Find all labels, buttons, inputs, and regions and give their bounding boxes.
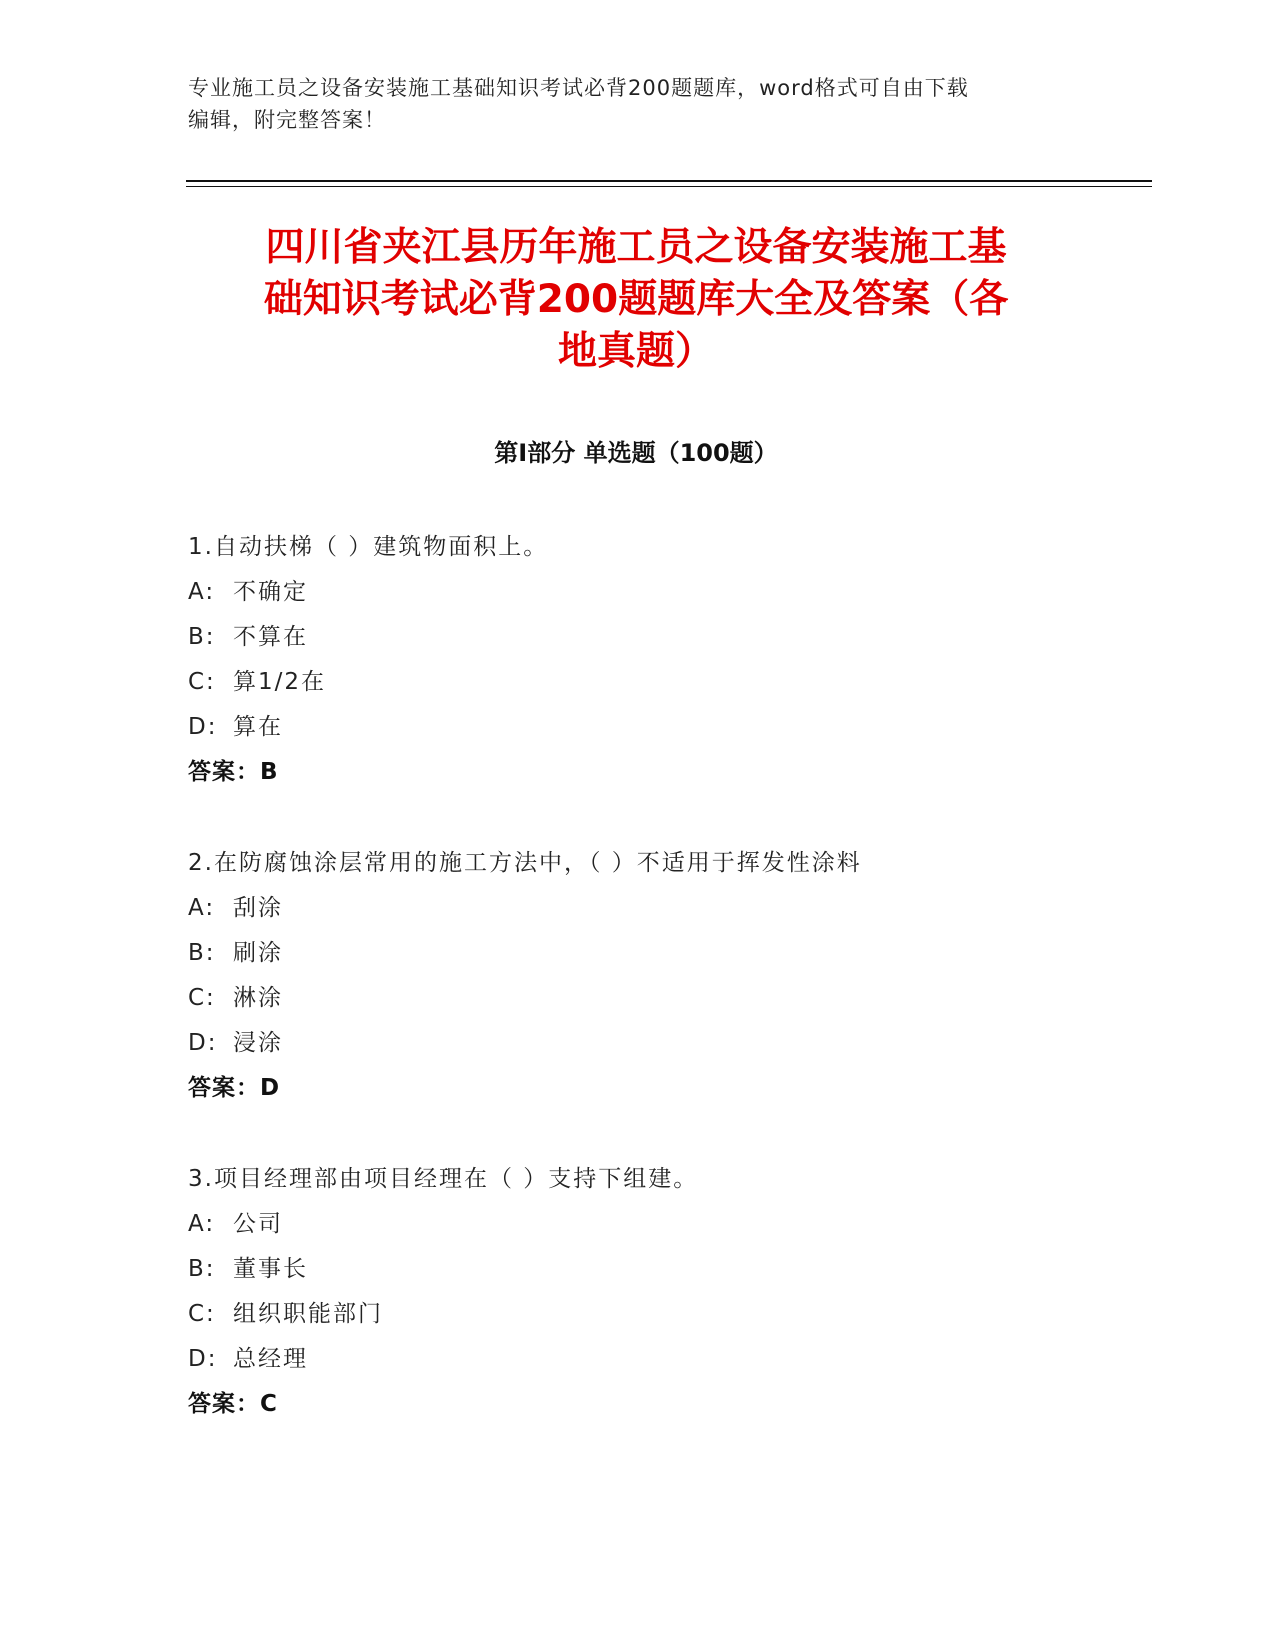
option-text: 不确定 [233, 579, 308, 605]
option-a [188, 570, 1088, 615]
question-3 [188, 1157, 1088, 1427]
question-stem: 3.项目经理部由项目经理在（ ）支持下组建。 [188, 1166, 699, 1192]
option-d [188, 705, 1088, 750]
option-a [188, 1202, 1088, 1247]
option-key: C: [188, 1301, 216, 1327]
header-note-line-1: 专业施工员之设备安装施工基础知识考试必背200题题库，word格式可自由下载 [188, 76, 969, 100]
header-rule-thin [186, 186, 1152, 187]
document-title-line-2: 础知识考试必背200题题库大全及答案（各 [263, 277, 1009, 322]
option-text: 浸涂 [233, 1030, 283, 1056]
option-a [188, 886, 1088, 931]
option-key: C: [188, 985, 216, 1011]
option-key: B: [188, 1256, 216, 1282]
option-b [188, 615, 1088, 660]
header-note [188, 72, 1068, 136]
answer: 答案：B [188, 759, 279, 785]
option-key: A: [188, 1211, 216, 1237]
header-note-line-2: 编辑，附完整答案！ [188, 108, 386, 132]
document-title-line-1: 四川省夹江县历年施工员之设备安装施工基 [265, 225, 1007, 270]
option-key: B: [188, 624, 216, 650]
option-key: C: [188, 669, 216, 695]
option-key: B: [188, 940, 216, 966]
option-text: 刷涂 [233, 940, 283, 966]
option-text: 董事长 [233, 1256, 308, 1282]
document-title-line-3: 地真题） [557, 329, 714, 374]
answer: 答案：C [188, 1391, 278, 1417]
option-c [188, 660, 1088, 705]
option-text: 总经理 [233, 1346, 308, 1372]
option-key: A: [188, 895, 216, 921]
answer: 答案：D [188, 1075, 281, 1101]
question-stem: 2.在防腐蚀涂层常用的施工方法中，（ ）不适用于挥发性涂料 [188, 850, 862, 876]
option-c [188, 1292, 1088, 1337]
header-rule-thick [186, 180, 1152, 182]
option-d [188, 1021, 1088, 1066]
option-text: 组织职能部门 [233, 1301, 383, 1327]
option-b [188, 1247, 1088, 1292]
option-key: D: [188, 1030, 218, 1056]
document-title [186, 222, 1086, 378]
option-text: 算在 [233, 714, 283, 740]
option-text: 不算在 [233, 624, 308, 650]
option-text: 公司 [233, 1211, 283, 1237]
option-text: 算1/2在 [233, 669, 327, 695]
option-text: 刮涂 [233, 895, 283, 921]
question-2 [188, 841, 1088, 1111]
option-key: D: [188, 714, 218, 740]
option-key: A: [188, 579, 216, 605]
option-b [188, 931, 1088, 976]
question-1 [188, 525, 1088, 795]
question-list [188, 525, 1088, 1473]
option-c [188, 976, 1088, 1021]
question-stem: 1.自动扶梯（ ）建筑物面积上。 [188, 534, 549, 560]
option-text: 淋涂 [233, 985, 283, 1011]
option-key: D: [188, 1346, 218, 1372]
section-title: 第Ⅰ部分 单选题（100题） [494, 439, 778, 467]
option-d [188, 1337, 1088, 1382]
